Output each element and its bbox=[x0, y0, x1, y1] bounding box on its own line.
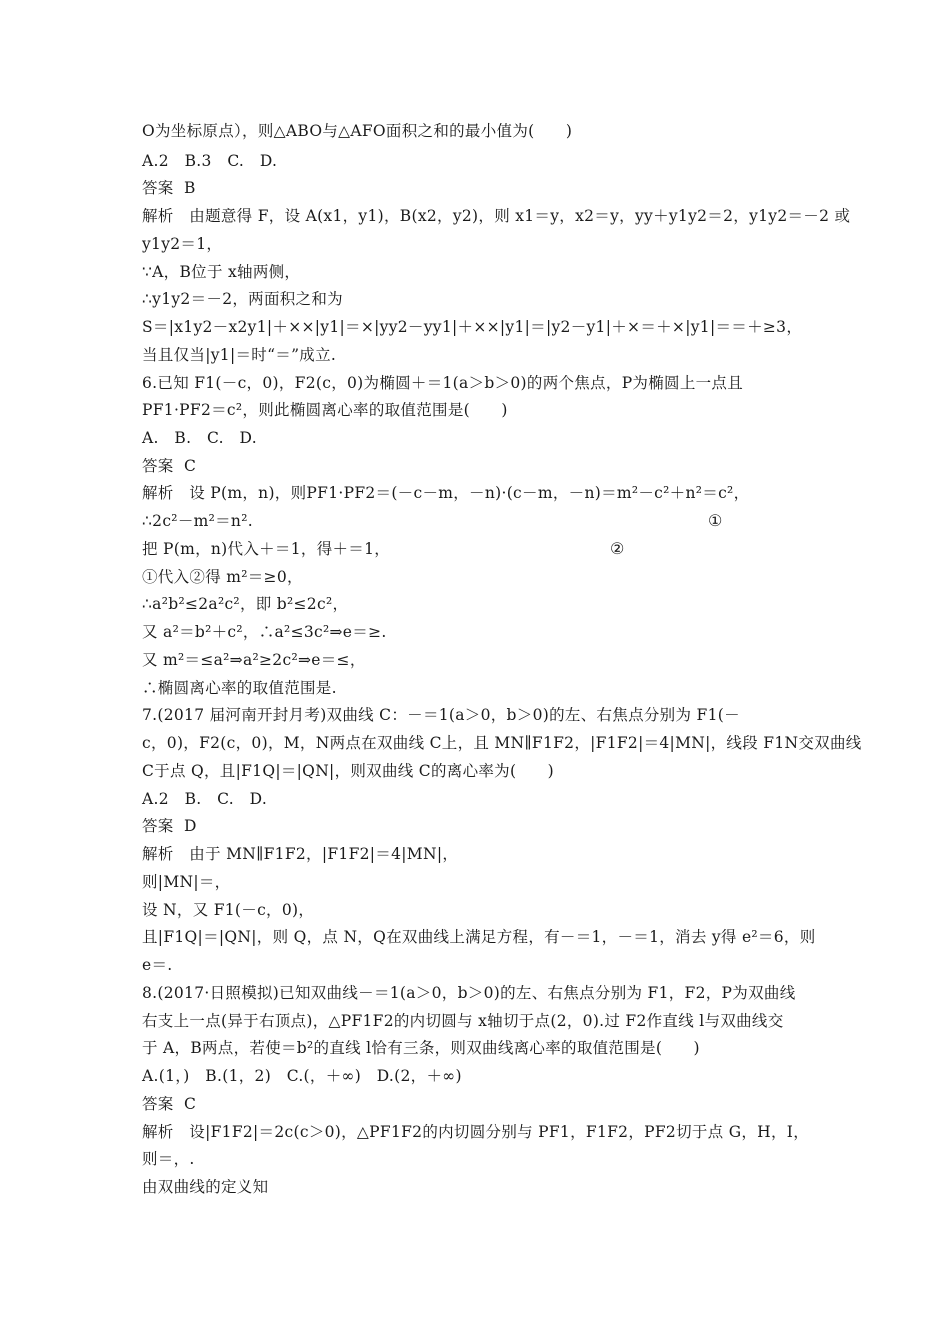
text-line: A. B. C. D. bbox=[142, 429, 257, 447]
text-line: O为坐标原点），则△ABO与△AFO面积之和的最小值为( ) bbox=[142, 122, 573, 140]
text-line: 则＝，. bbox=[142, 1150, 195, 1168]
text-line: ∴y1y2＝－2，两面积之和为 bbox=[142, 290, 343, 308]
text-line: ①代入②得 m²＝≥0， bbox=[142, 568, 303, 586]
text-line: 答案 C bbox=[142, 457, 197, 475]
text-line: PF1·PF2＝c²，则此椭圆离心率的取值范围是( ) bbox=[142, 401, 508, 419]
text-line: 且|F1Q|＝|QN|，则 Q，点 N，Q在双曲线上满足方程，有－＝1，－＝1，消去 y得 e²＝6，则 bbox=[142, 928, 816, 946]
text-line: 答案 C bbox=[142, 1095, 197, 1113]
text-line: 7.(2017 届河南开封月考)双曲线 C：－＝1(a＞0，b＞0)的左、右焦点分别为 F1(－ bbox=[142, 706, 740, 724]
text-line: 右支上一点(异于右顶点)，△PF1F2的内切圆与 x轴切于点(2，0).过 F2作直线 l与双曲线交 bbox=[142, 1012, 784, 1030]
text-line: 答案 D bbox=[142, 817, 197, 835]
text-line: A.2 B.3 C. D. bbox=[142, 152, 278, 170]
text-line: 答案 B bbox=[142, 179, 196, 197]
text-line: ∴a²b²≤2a²c²，即 b²≤2c²， bbox=[142, 595, 349, 613]
text-line: 8.(2017·日照模拟)已知双曲线－＝1(a＞0，b＞0)的左、右焦点分别为 F1，F2，P为双曲线 bbox=[142, 984, 796, 1002]
text-line: 解析 由于 MN∥F1F2，|F1F2|＝4|MN|， bbox=[142, 845, 459, 863]
text-line: y1y2＝1， bbox=[142, 235, 223, 253]
text-line: ∴2c²－m²＝n². bbox=[142, 512, 253, 530]
text-line: 设 N，又 F1(－c，0)， bbox=[142, 901, 315, 919]
text-line: 又 m²＝≤a²⇒a²≥2c²⇒e＝≤， bbox=[142, 651, 366, 669]
text-line: 又 a²＝b²＋c²，∴a²≤3c²⇒e＝≥. bbox=[142, 623, 387, 641]
text-line: S＝|x1y2－x2y1|＋××|y1|＝×|yy2－yy1|＋××|y1|＝|y2－y1|＋×＝＋×|y1|＝＝＋≥3， bbox=[142, 318, 803, 336]
text-line: e＝. bbox=[142, 956, 173, 974]
text-line: 把 P(m，n)代入＋＝1，得＋＝1， bbox=[142, 540, 391, 558]
text-line: C于点 Q，且|F1Q|＝|QN|，则双曲线 C的离心率为( ) bbox=[142, 762, 555, 780]
text-line: 于 A，B两点，若使＝b²的直线 l恰有三条，则双曲线离心率的取值范围是( ) bbox=[142, 1039, 700, 1057]
equation-marker-2: ② bbox=[610, 539, 625, 558]
text-line: 由双曲线的定义知 bbox=[142, 1178, 269, 1196]
equation-marker-1: ① bbox=[708, 511, 723, 530]
text-line: ∴椭圆离心率的取值范围是. bbox=[142, 679, 337, 697]
text-line: ∵A，B位于 x轴两侧， bbox=[142, 263, 301, 281]
text-line: A.(1，) B.(1，2) C.(，＋∞) D.(2，＋∞) bbox=[142, 1067, 462, 1085]
text-line: c，0)，F2(c，0)，M，N两点在双曲线 C上，且 MN∥F1F2，|F1F2|＝4|MN|，线段 F1N交双曲线 bbox=[142, 734, 862, 752]
text-line: 解析 由题意得 F，设 A(x1，y1)，B(x2，y2)，则 x1＝y，x2＝y，yy＋y1y2＝2，y1y2＝－2 或 bbox=[142, 207, 851, 225]
text-line: 6.已知 F1(－c，0)，F2(c，0)为椭圆＋＝1(a＞b＞0)的两个焦点，P为椭圆上一点且 bbox=[142, 374, 744, 392]
text-line: 解析 设|F1F2|＝2c(c＞0)，△PF1F2的内切圆分别与 PF1，F1F2，PF2切于点 G，H，I， bbox=[142, 1123, 810, 1141]
text-line: 解析 设 P(m，n)，则PF1·PF2＝(－c－m，－n)·(c－m，－n)＝m²－c²＋n²＝c²， bbox=[142, 484, 750, 502]
text-line: 当且仅当|y1|＝时“＝”成立. bbox=[142, 346, 337, 364]
text-line: A.2 B. C. D. bbox=[142, 790, 268, 808]
text-line: 则|MN|＝， bbox=[142, 873, 231, 891]
